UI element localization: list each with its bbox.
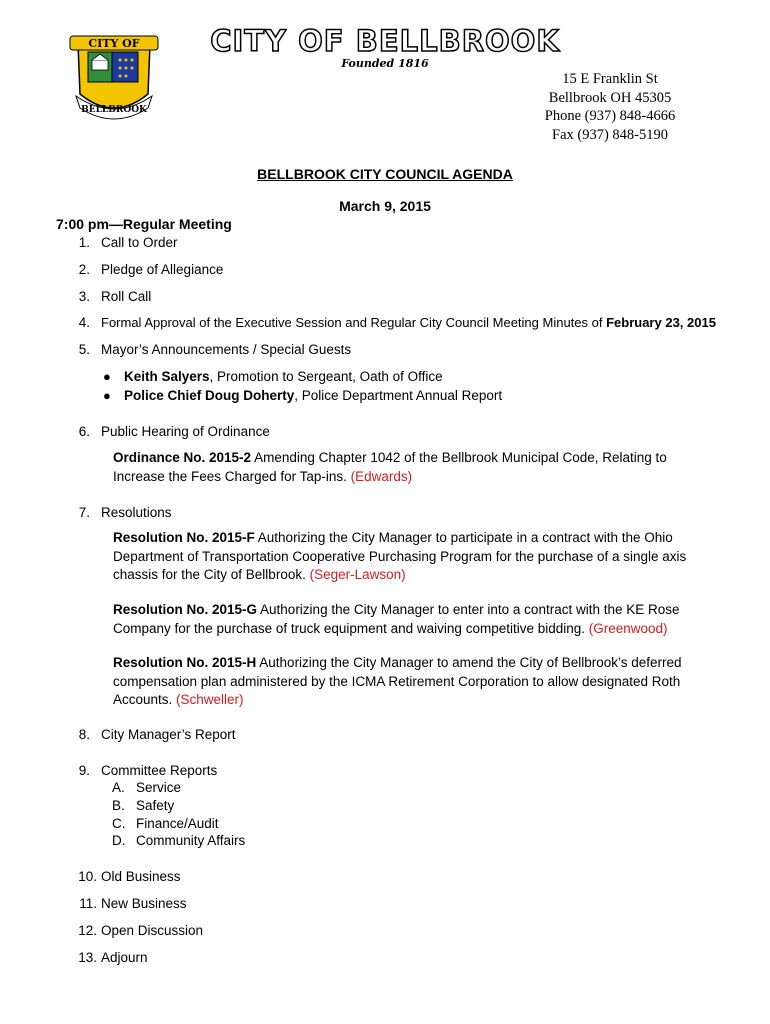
committee-letter: C.	[112, 816, 126, 831]
bullet-icon: ●	[103, 369, 111, 384]
item-number: 3.	[78, 289, 90, 304]
item-open-discussion: Open Discussion	[101, 923, 204, 938]
item-new-business: New Business	[101, 896, 187, 911]
item-city-manager-report: City Manager’s Report	[101, 727, 236, 742]
guest-doherty: Police Chief Doug Doherty, Police Department Annual Report	[124, 388, 503, 403]
address-city: Bellbrook OH 45305	[548, 89, 672, 106]
item-number: 13.	[78, 950, 97, 965]
committee-community: Community Affairs	[136, 833, 246, 848]
address-phone: Phone (937) 848-4666	[544, 108, 676, 124]
item-old-business: Old Business	[101, 869, 181, 884]
city-seal-logo	[66, 30, 162, 122]
item-announcements: Mayor’s Announcements / Special Guests	[101, 342, 352, 357]
item-number: 6.	[78, 424, 90, 439]
item-public-hearing: Public Hearing of Ordinance	[101, 424, 270, 439]
address-street: 15 E Franklin St	[562, 71, 658, 87]
agenda-date: March 9, 2015	[339, 198, 431, 214]
item-number: 8.	[78, 727, 90, 742]
seal-top-text: CITY OF	[88, 37, 140, 50]
item-number: 10.	[78, 869, 97, 884]
item-number: 2.	[78, 262, 90, 277]
item-number: 4.	[78, 315, 90, 330]
ordinance-2015-2: Ordinance No. 2015-2 Amending Chapter 1042 of the Bellbrook Municipal Code, Relating to Increase the Fees Charged for Tap-ins. (Edwards)	[113, 450, 667, 484]
resolution-2015-h: Resolution No. 2015-H Authorizing the City Manager to amend the City of Bellbrook’s deferred compensation plan administered by the ICMA Retirement Corporation to allow designated Roth Accounts. (Schweller)	[113, 655, 682, 707]
item-resolutions: Resolutions	[101, 505, 172, 520]
meeting-heading: 7:00 pm—Regular Meeting	[56, 216, 232, 232]
address-fax: Fax (937) 848-5190	[552, 126, 668, 143]
item-minutes-approval: Formal Approval of the Executive Session and Regular City Council Meeting Minutes of February 23, 2015	[101, 315, 716, 330]
item-roll-call: Roll Call	[101, 289, 152, 304]
item-committee-reports: Committee Reports	[101, 763, 218, 778]
address-block	[520, 70, 700, 144]
committee-finance: Finance/Audit	[136, 816, 219, 831]
committee-letter: D.	[112, 833, 126, 848]
founded-label: Founded 1816	[341, 57, 429, 70]
item-number: 9.	[78, 763, 90, 778]
item-adjourn: Adjourn	[101, 950, 148, 965]
resolution-2015-f: Resolution No. 2015-F Authorizing the City Manager to participate in a contract with the Ohio Department of Transportation Cooperative Purchasing Program for the purchase of a single axis chassis for the City of Bellbrook. (Seger-Lawson)	[113, 530, 687, 582]
guest-salyers: Keith Salyers, Promotion to Sergeant, Oath of Office	[124, 369, 443, 384]
item-call-to-order: Call to Order	[101, 235, 178, 250]
committee-letter: A.	[112, 780, 125, 795]
item-number: 7.	[78, 505, 90, 520]
resolution-2015-g: Resolution No. 2015-G Authorizing the City Manager to enter into a contract with the KE Rose Company for the purchase of truck equipment and waiving competitive bidding. (Greenwood)	[113, 602, 680, 636]
committee-service: Service	[136, 780, 182, 795]
agenda-title: BELLBROOK CITY COUNCIL AGENDA	[257, 166, 513, 182]
item-number: 1.	[78, 235, 90, 250]
bullet-icon: ●	[103, 388, 111, 403]
item-number: 5.	[78, 342, 90, 357]
seal-bottom-text: BELLBROOK	[81, 105, 147, 115]
committee-safety: Safety	[136, 798, 175, 813]
committee-letter: B.	[112, 798, 125, 813]
item-number: 12.	[78, 923, 97, 938]
city-title: CITY OF BELLBROOK	[210, 24, 560, 58]
item-number: 11.	[79, 896, 97, 911]
item-pledge: Pledge of Allegiance	[101, 262, 224, 277]
